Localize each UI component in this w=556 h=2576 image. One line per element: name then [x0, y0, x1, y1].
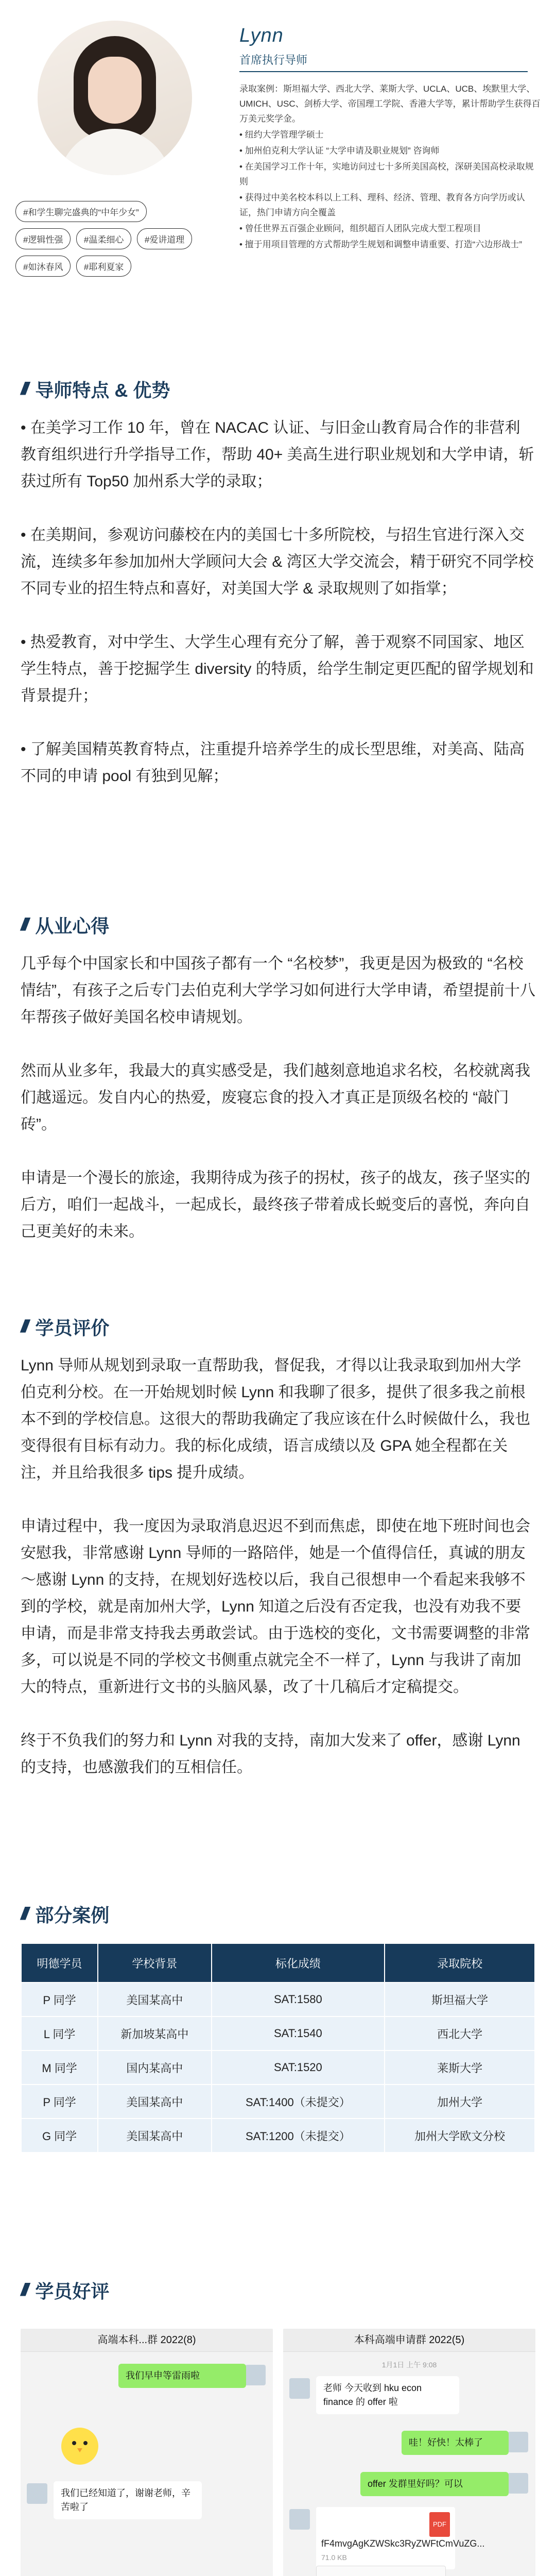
tag-list	[15, 201, 201, 283]
table-cell: 新加坡某高中	[98, 2016, 211, 2050]
table-header-row	[21, 1943, 535, 1982]
profile-card	[0, 0, 556, 361]
file-name: fF4mvgAgKZWSkc3RyZWFtCmVuZG...	[321, 2538, 485, 2549]
column-header: 标化成绩	[212, 1943, 385, 1982]
mentor-name: Lynn	[239, 25, 284, 46]
table-row	[21, 1982, 535, 2016]
table-cell: SAT:1540	[212, 2016, 385, 2050]
paragraph: • 热爱教育，对中学生、大学生心理有充分了解，善于观察不同国家、地区学生特点，善于挖掘学生 diversity 的特质，给学生制定更匹配的留学规划和背景提升；	[21, 634, 534, 704]
table-row	[21, 2016, 535, 2050]
table-cell: 西北大学	[385, 2016, 535, 2050]
table-cell: 莱斯大学	[385, 2050, 535, 2084]
avatar	[27, 2483, 47, 2504]
chick-sticker-icon	[57, 2421, 103, 2468]
paragraph: 然而从业多年，我最大的真实感受是，我们越刻意地追求名校，名校就离我们越遥远。发自内心的热爱，废寝忘食的投入才真正是顶级名校的 “敲门砖”。	[21, 1062, 530, 1133]
section-testimonial	[21, 1314, 535, 1808]
pdf-file-icon: PDF	[429, 2512, 450, 2537]
table-cell: 美国某高中	[98, 2119, 211, 2153]
bio-line: • 擅于用项目管理的方式帮助学生规划和调整申请重要、打造“六边形战士”	[239, 240, 522, 249]
mentor-bio	[239, 81, 541, 253]
chat-title: 本科高端申请群 2022(5)	[283, 2329, 535, 2352]
table-row	[21, 2050, 535, 2084]
slash-icon: ///	[21, 379, 26, 399]
table-cell: SAT:1400（未提交）	[212, 2084, 385, 2119]
chat-message: 老师 今天收到 hku econ finance 的 offer 啦	[316, 2376, 459, 2414]
avatar	[245, 2365, 266, 2385]
avatar	[289, 2378, 310, 2399]
bio-line: 录取案例：斯坦福大学、西北大学、莱斯大学、UCLA、UCB、埃默里大学、UMICH、USC、剑桥大学、帝国理工学院、香港大学等，累计帮助学生获得百万美元奖学金。	[239, 84, 541, 124]
slash-icon: ///	[21, 1317, 26, 1336]
section-reviews	[21, 2277, 535, 2303]
section-title: 部分案例	[35, 1905, 110, 1926]
tag-item: #和学生聊完盛典的“中年少女”	[15, 201, 147, 222]
section-experience	[21, 912, 535, 1272]
chat-screenshot	[283, 2329, 535, 2576]
bio-line: • 加州伯克利大学认证 “大学申请及职业规划” 咨询师	[239, 146, 440, 156]
avatar	[289, 2509, 310, 2530]
table-cell: SAT:1520	[212, 2050, 385, 2084]
chat-message: 我们已经知道了，谢谢老师，辛苦啦了	[54, 2481, 202, 2519]
file-size: 71.0 KB	[321, 2553, 347, 2562]
tag-item: #爱讲道理	[137, 228, 192, 249]
mentor-role: 首席执行导师	[239, 54, 308, 66]
paragraph: 几乎每个中国家长和中国孩子都有一个 “名校梦”，我更是因为极致的 “名校情结”，有孩子之后专门去伯克利大学学习如何进行大学申请，希望提前十八年帮孩子做好美国名校申请规划。	[21, 955, 535, 1026]
table-cell: P 同学	[21, 2084, 98, 2119]
paragraph: 终于不负我们的努力和 Lynn 对我的支持，南加大发来了 offer，感谢 Lynn 的支持，也感激我们的互相信任。	[21, 1732, 520, 1776]
tag-item: #耶利夏家	[76, 256, 131, 277]
section-cases	[21, 1901, 535, 2153]
cases-table	[21, 1943, 535, 2153]
paragraph: 申请是一个漫长的旅途，我期待成为孩子的拐杖，孩子的战友，孩子坚实的后方，咱们一起战斗，一起成长，最终孩子带着成长蜕变后的喜悦，奔向自己更美好的未来。	[21, 1170, 530, 1240]
section-title: 从业心得	[35, 916, 110, 937]
bio-line: • 在美国学习工作十年，实地访问过七十多所美国高校，深研美国高校录取规则	[239, 162, 534, 187]
tag-item: #逻辑性强	[15, 228, 71, 249]
table-cell: 美国某高中	[98, 2084, 211, 2119]
table-row	[21, 2119, 535, 2153]
file-attachment[interactable]	[316, 2507, 485, 2569]
table-cell: SAT:1580	[212, 1982, 385, 2016]
paragraph: • 了解美国精英教育特点，注重提升培养学生的成长型思维，对美高、陆高不同的申请 pool 有独到见解；	[21, 741, 525, 785]
table-cell: 美国某高中	[98, 1982, 211, 2016]
table-cell: 加州大学欧文分校	[385, 2119, 535, 2153]
table-cell: M 同学	[21, 2050, 98, 2084]
column-header: 学校背景	[98, 1943, 211, 1982]
chat-title: 高端本科...群 2022(8)	[21, 2329, 273, 2352]
section-features	[21, 376, 535, 817]
paragraph: 申请过程中，我一度因为录取消息迟迟不到而焦虑，即使在地下班时间也会安慰我，非常感谢 Lynn 导师的一路陪伴，她是一个值得信任，真诚的朋友～感谢 Lynn 的支持，在规划好选校以后，我自己很想申一个看起来我够不到的学校，就是南加州大学，Lynn 知道之后没有否定我，也没有劝我不要申请，而是非常支持我去勇敢尝试。由于选校的变化，文书需要调整的非常多，可以说是不同的学校文书侧重点就完全不一样了，Lynn 与我讲了南加大的特点，重新进行文书的头脑风暴，改了十几稿后才定稿提交。	[21, 1518, 530, 1696]
table-cell: L 同学	[21, 2016, 98, 2050]
table-cell: 斯坦福大学	[385, 1982, 535, 2016]
bio-line: • 曾任世界五百强企业顾问，组织超百人团队完成大型工程项目	[239, 224, 481, 233]
column-header: 录取院校	[385, 1943, 535, 1982]
chat-screenshot	[21, 2329, 273, 2576]
slash-icon: ///	[21, 915, 26, 935]
table-cell: G 同学	[21, 2119, 98, 2153]
table-cell: P 同学	[21, 1982, 98, 2016]
document-preview	[316, 2566, 446, 2576]
avatar	[20, 21, 210, 196]
slash-icon: ///	[21, 2280, 26, 2300]
section-title: 学员评价	[35, 1317, 110, 1338]
bio-line: • 获得过中美名校本科以上工科、理科、经济、管理、教育各方向学历或认证，热门申请方向全覆盖	[239, 193, 525, 217]
table-row	[21, 2084, 535, 2119]
column-header: 明德学员	[21, 1943, 98, 1982]
slash-icon: ///	[21, 1904, 26, 1924]
bio-line: • 纽约大学管理学硕士	[239, 130, 324, 140]
section-title: 导师特点 & 优势	[35, 380, 170, 401]
avatar-portrait	[38, 21, 192, 175]
paragraph: • 在美期间，参观访问藤校在内的美国七十多所院校，与招生官进行深入交流，连续多年参加加州大学顾问大会 & 湾区大学交流会，精于研究不同学校不同专业的招生特点和喜好，对美国大学 & 录取规则了如指掌；	[21, 527, 534, 597]
paragraph: • 在美学习工作 10 年，曾在 NACAC 认证、与旧金山教育局合作的非营利教育组织进行升学指导工作，帮助 40+ 美高生进行职业规划和大学申请，斩获过所有 Top50 加州系大学的录取；	[21, 419, 534, 490]
chat-message: 我们早申等雷雨啦	[118, 2364, 246, 2388]
table-cell: 加州大学	[385, 2084, 535, 2119]
tag-item: #温柔细心	[76, 228, 131, 249]
table-cell: SAT:1200（未提交）	[212, 2119, 385, 2153]
table-cell: 国内某高中	[98, 2050, 211, 2084]
divider	[239, 71, 528, 72]
paragraph: Lynn 导师从规划到录取一直帮助我，督促我，才得以让我录取到加州大学伯克利分校。在一开始规划时候 Lynn 和我聊了很多，提供了很多我之前根本不到的学校信息。这很大的帮助我确定了我应该在什么时候做什么，我也变得很有目标有动力。我的标化成绩，语言成绩以及 GPA 她全程都在关注，并且给我很多 tips 提升成绩。	[21, 1357, 530, 1481]
chat-message: 哇！好快！太棒了	[402, 2431, 509, 2455]
avatar	[508, 2432, 528, 2452]
chat-message: offer 发群里好吗？可以	[360, 2472, 509, 2496]
tag-item: #如沐春风	[15, 256, 71, 277]
avatar	[508, 2473, 528, 2494]
timestamp: 1月1日 上午 9:08	[381, 2361, 437, 2369]
section-title: 学员好评	[35, 2281, 110, 2302]
